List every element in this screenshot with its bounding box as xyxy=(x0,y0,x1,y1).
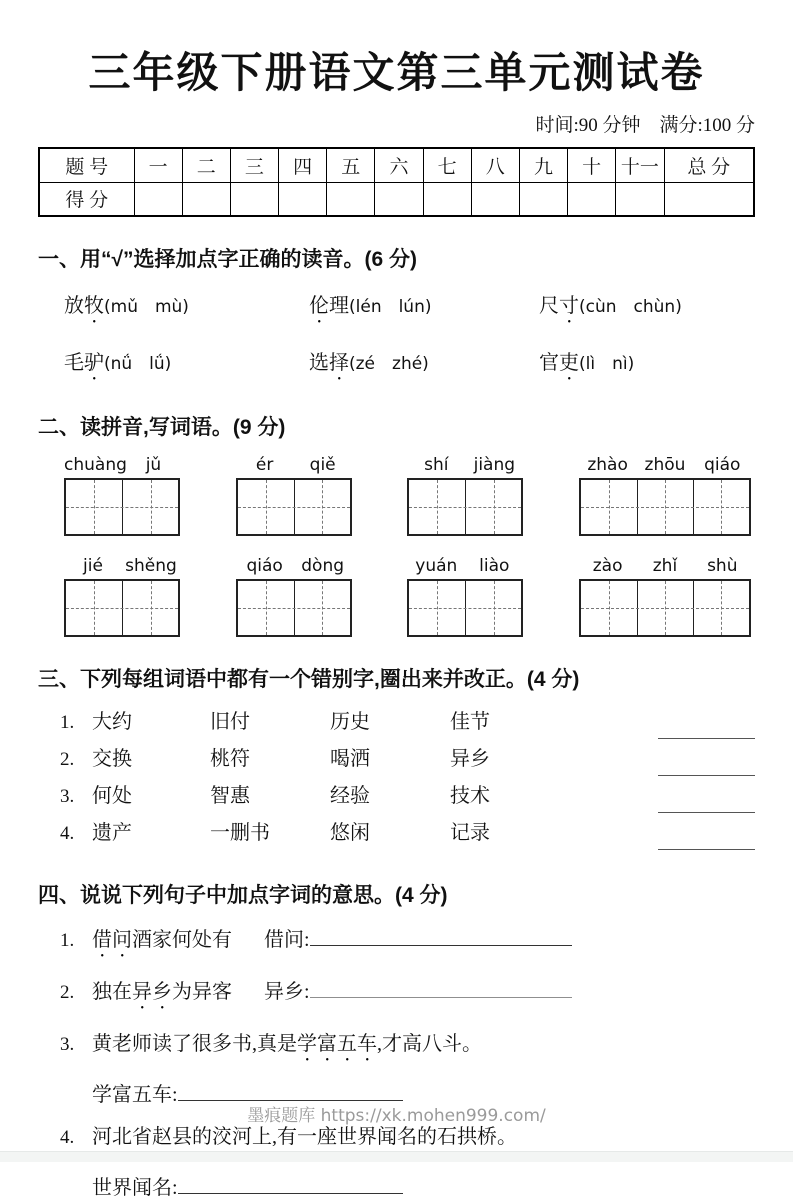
dotted-char: 吏 xyxy=(559,352,579,374)
score-table-col: 三 xyxy=(230,148,278,182)
pinyin-word-group xyxy=(579,455,751,536)
pinyin-options: (cùn chùn) xyxy=(579,297,682,317)
score-table-col: 八 xyxy=(471,148,519,182)
score-table-corner-label: 题 号 xyxy=(39,148,134,182)
row-number: 3. xyxy=(60,1034,75,1055)
answer-label: 借问: xyxy=(264,929,310,951)
score-table-score-row xyxy=(39,182,754,216)
row-number: 4. xyxy=(60,823,75,844)
answer-label: 异乡: xyxy=(264,981,310,1003)
pinyin-label: chuàng jǔ xyxy=(64,455,162,475)
writing-cell[interactable] xyxy=(465,480,521,534)
writing-row-2 xyxy=(38,556,755,637)
section2-heading: 二、读拼音,写词语。(9 分) xyxy=(38,416,286,439)
meaning-item xyxy=(38,975,755,1014)
writing-cell[interactable] xyxy=(66,581,122,635)
writing-cell[interactable] xyxy=(581,581,637,635)
pronunciation-item: 放牧(mǔ mù) xyxy=(64,295,189,317)
section1-heading: 一、用“√”选择加点字正确的读音。(6 分) xyxy=(38,248,418,271)
score-cell xyxy=(375,182,423,216)
answer-blank[interactable] xyxy=(310,924,572,946)
score-table-col: 六 xyxy=(375,148,423,182)
dotted-char: 牧 xyxy=(84,295,104,317)
writing-box xyxy=(236,478,352,536)
writing-cell[interactable] xyxy=(238,480,294,534)
pronunciation-item: 选择(zé zhé) xyxy=(309,352,429,374)
section4-heading: 四、说说下列句子中加点字词的意思。(4 分) xyxy=(38,884,448,907)
writing-row-1 xyxy=(38,455,755,536)
bottom-divider xyxy=(0,1151,793,1162)
pinyin-label: qiáo dòng xyxy=(246,556,345,576)
writing-box xyxy=(407,478,523,536)
pronunciation-item: 尺寸(cùn chùn) xyxy=(539,295,682,317)
row-number: 3. xyxy=(60,786,75,807)
score-cell xyxy=(327,182,375,216)
pinyin-label: jié shěng xyxy=(83,556,177,576)
writing-cell[interactable] xyxy=(693,581,749,635)
score-table-header-row xyxy=(39,148,754,182)
word-group-row: 4. 遗产 一删书 悠闲 记录 xyxy=(38,816,755,853)
writing-cell[interactable] xyxy=(637,581,693,635)
pinyin-options: (zé zhé) xyxy=(349,354,429,374)
row-number: 2. xyxy=(60,749,75,770)
pinyin-word-group xyxy=(407,556,523,637)
pinyin-word-group xyxy=(64,556,180,637)
score-cell xyxy=(568,182,616,216)
writing-box xyxy=(579,478,751,536)
row-number: 2. xyxy=(60,982,75,1003)
score-table-col: 十 xyxy=(568,148,616,182)
page-title: 三年级下册语文第三单元测试卷 xyxy=(88,51,705,97)
section3-heading: 三、下列每组词语中都有一个错别字,圈出来并改正。(4 分) xyxy=(38,668,580,691)
score-table-col: 二 xyxy=(182,148,230,182)
dotted-word: 异乡 xyxy=(132,981,172,1003)
answer-blank[interactable] xyxy=(310,976,572,998)
writing-cell[interactable] xyxy=(122,480,178,534)
score-table-col: 十一 xyxy=(616,148,664,182)
answer-blank[interactable] xyxy=(178,1172,403,1194)
word-group-row: 3. 何处 智惠 经验 技术 xyxy=(38,779,755,816)
pronunciation-item: 伦理(lén lún) xyxy=(309,295,432,317)
pronunciation-item: 官吏(lì nì) xyxy=(539,352,635,374)
pinyin-label: zhào zhōu qiáo xyxy=(587,455,741,475)
score-cell xyxy=(519,182,567,216)
pinyin-label: ér qiě xyxy=(255,455,336,475)
answer-blank[interactable] xyxy=(658,715,755,739)
writing-cell[interactable] xyxy=(238,581,294,635)
dotted-word: 学富五车 xyxy=(297,1033,377,1055)
pinyin-options: (nǘ lǘ) xyxy=(104,354,172,374)
dotted-char: 寸 xyxy=(559,295,579,317)
score-table xyxy=(38,147,755,217)
sentence: 河北省赵县的洨河上,有一座世界闻名的石拱桥。 xyxy=(92,1126,517,1148)
answer-blank[interactable] xyxy=(658,826,755,850)
writing-box xyxy=(64,478,180,536)
writing-cell[interactable] xyxy=(693,480,749,534)
writing-cell[interactable] xyxy=(294,581,350,635)
word-group-row: 2. 交换 桃符 喝洒 异乡 xyxy=(38,742,755,779)
section1-items xyxy=(38,289,755,385)
answer-blank[interactable] xyxy=(658,752,755,776)
dotted-char: 伦 xyxy=(309,295,329,317)
row-number: 1. xyxy=(60,930,75,951)
meaning-item xyxy=(38,923,755,962)
score-table-col: 七 xyxy=(423,148,471,182)
meaning-item xyxy=(38,1027,755,1066)
score-cell xyxy=(423,182,471,216)
test-paper-page xyxy=(0,40,793,1199)
score-cell xyxy=(616,182,664,216)
pinyin-word-group xyxy=(236,455,352,536)
answer-label: 世界闻名: xyxy=(92,1177,178,1199)
score-row-label: 得 分 xyxy=(39,182,134,216)
row-number: 1. xyxy=(60,712,75,733)
pinyin-label: zào zhǐ shù xyxy=(592,556,738,576)
sentence: 独在异乡为异客 xyxy=(92,981,232,1003)
dotted-word: 世界闻名 xyxy=(337,1126,417,1148)
dotted-word: 借问 xyxy=(92,929,132,951)
score-table-col: 九 xyxy=(519,148,567,182)
pinyin-options: (lén lún) xyxy=(349,297,432,317)
pinyin-label: yuán liào xyxy=(415,556,510,576)
writing-cell[interactable] xyxy=(122,581,178,635)
answer-blank[interactable] xyxy=(178,1079,403,1101)
writing-cell[interactable] xyxy=(66,480,122,534)
score-cell xyxy=(664,182,754,216)
meaning-answer-line xyxy=(92,1171,755,1200)
source-watermark: 墨痕题库 https://xk.mohen999.com/ xyxy=(247,1106,546,1126)
pinyin-options: (mǔ mù) xyxy=(104,297,189,317)
dotted-char: 择 xyxy=(329,352,349,374)
pinyin-word-group xyxy=(236,556,352,637)
score-table-col: 四 xyxy=(279,148,327,182)
score-cell xyxy=(471,182,519,216)
pinyin-word-group xyxy=(579,556,751,637)
pronunciation-item: 毛驴(nǘ lǘ) xyxy=(64,352,172,374)
sentence: 借问酒家何处有 xyxy=(92,929,232,951)
pinyin-word-group xyxy=(407,455,523,536)
time-score-info: 时间:90 分钟 满分:100 分 xyxy=(535,115,755,136)
writing-cell[interactable] xyxy=(637,480,693,534)
score-cell xyxy=(182,182,230,216)
writing-box xyxy=(64,579,180,637)
writing-cell[interactable] xyxy=(294,480,350,534)
score-table-col: 一 xyxy=(134,148,182,182)
sentence: 黄老师读了很多书,真是学富五车,才高八斗。 xyxy=(92,1033,482,1055)
answer-blank[interactable] xyxy=(658,789,755,813)
dotted-char: 驴 xyxy=(84,352,104,374)
writing-cell[interactable] xyxy=(581,480,637,534)
score-cell xyxy=(279,182,327,216)
answer-label: 学富五车: xyxy=(92,1084,178,1106)
score-cell xyxy=(134,182,182,216)
pinyin-word-group xyxy=(64,455,180,536)
pinyin-label: shí jiàng xyxy=(424,455,516,475)
score-cell xyxy=(230,182,278,216)
score-table-col: 五 xyxy=(327,148,375,182)
writing-box xyxy=(579,579,751,637)
pinyin-options: (lì nì) xyxy=(579,354,635,374)
writing-cell[interactable] xyxy=(465,581,521,635)
writing-box xyxy=(407,579,523,637)
writing-box xyxy=(236,579,352,637)
row-number: 4. xyxy=(60,1127,75,1148)
score-table-total-col: 总 分 xyxy=(664,148,754,182)
word-group-row: 1. 大约 旧付 历史 佳节 xyxy=(38,705,755,742)
section3-rows xyxy=(38,705,755,853)
writing-cell[interactable] xyxy=(409,581,465,635)
writing-cell[interactable] xyxy=(409,480,465,534)
